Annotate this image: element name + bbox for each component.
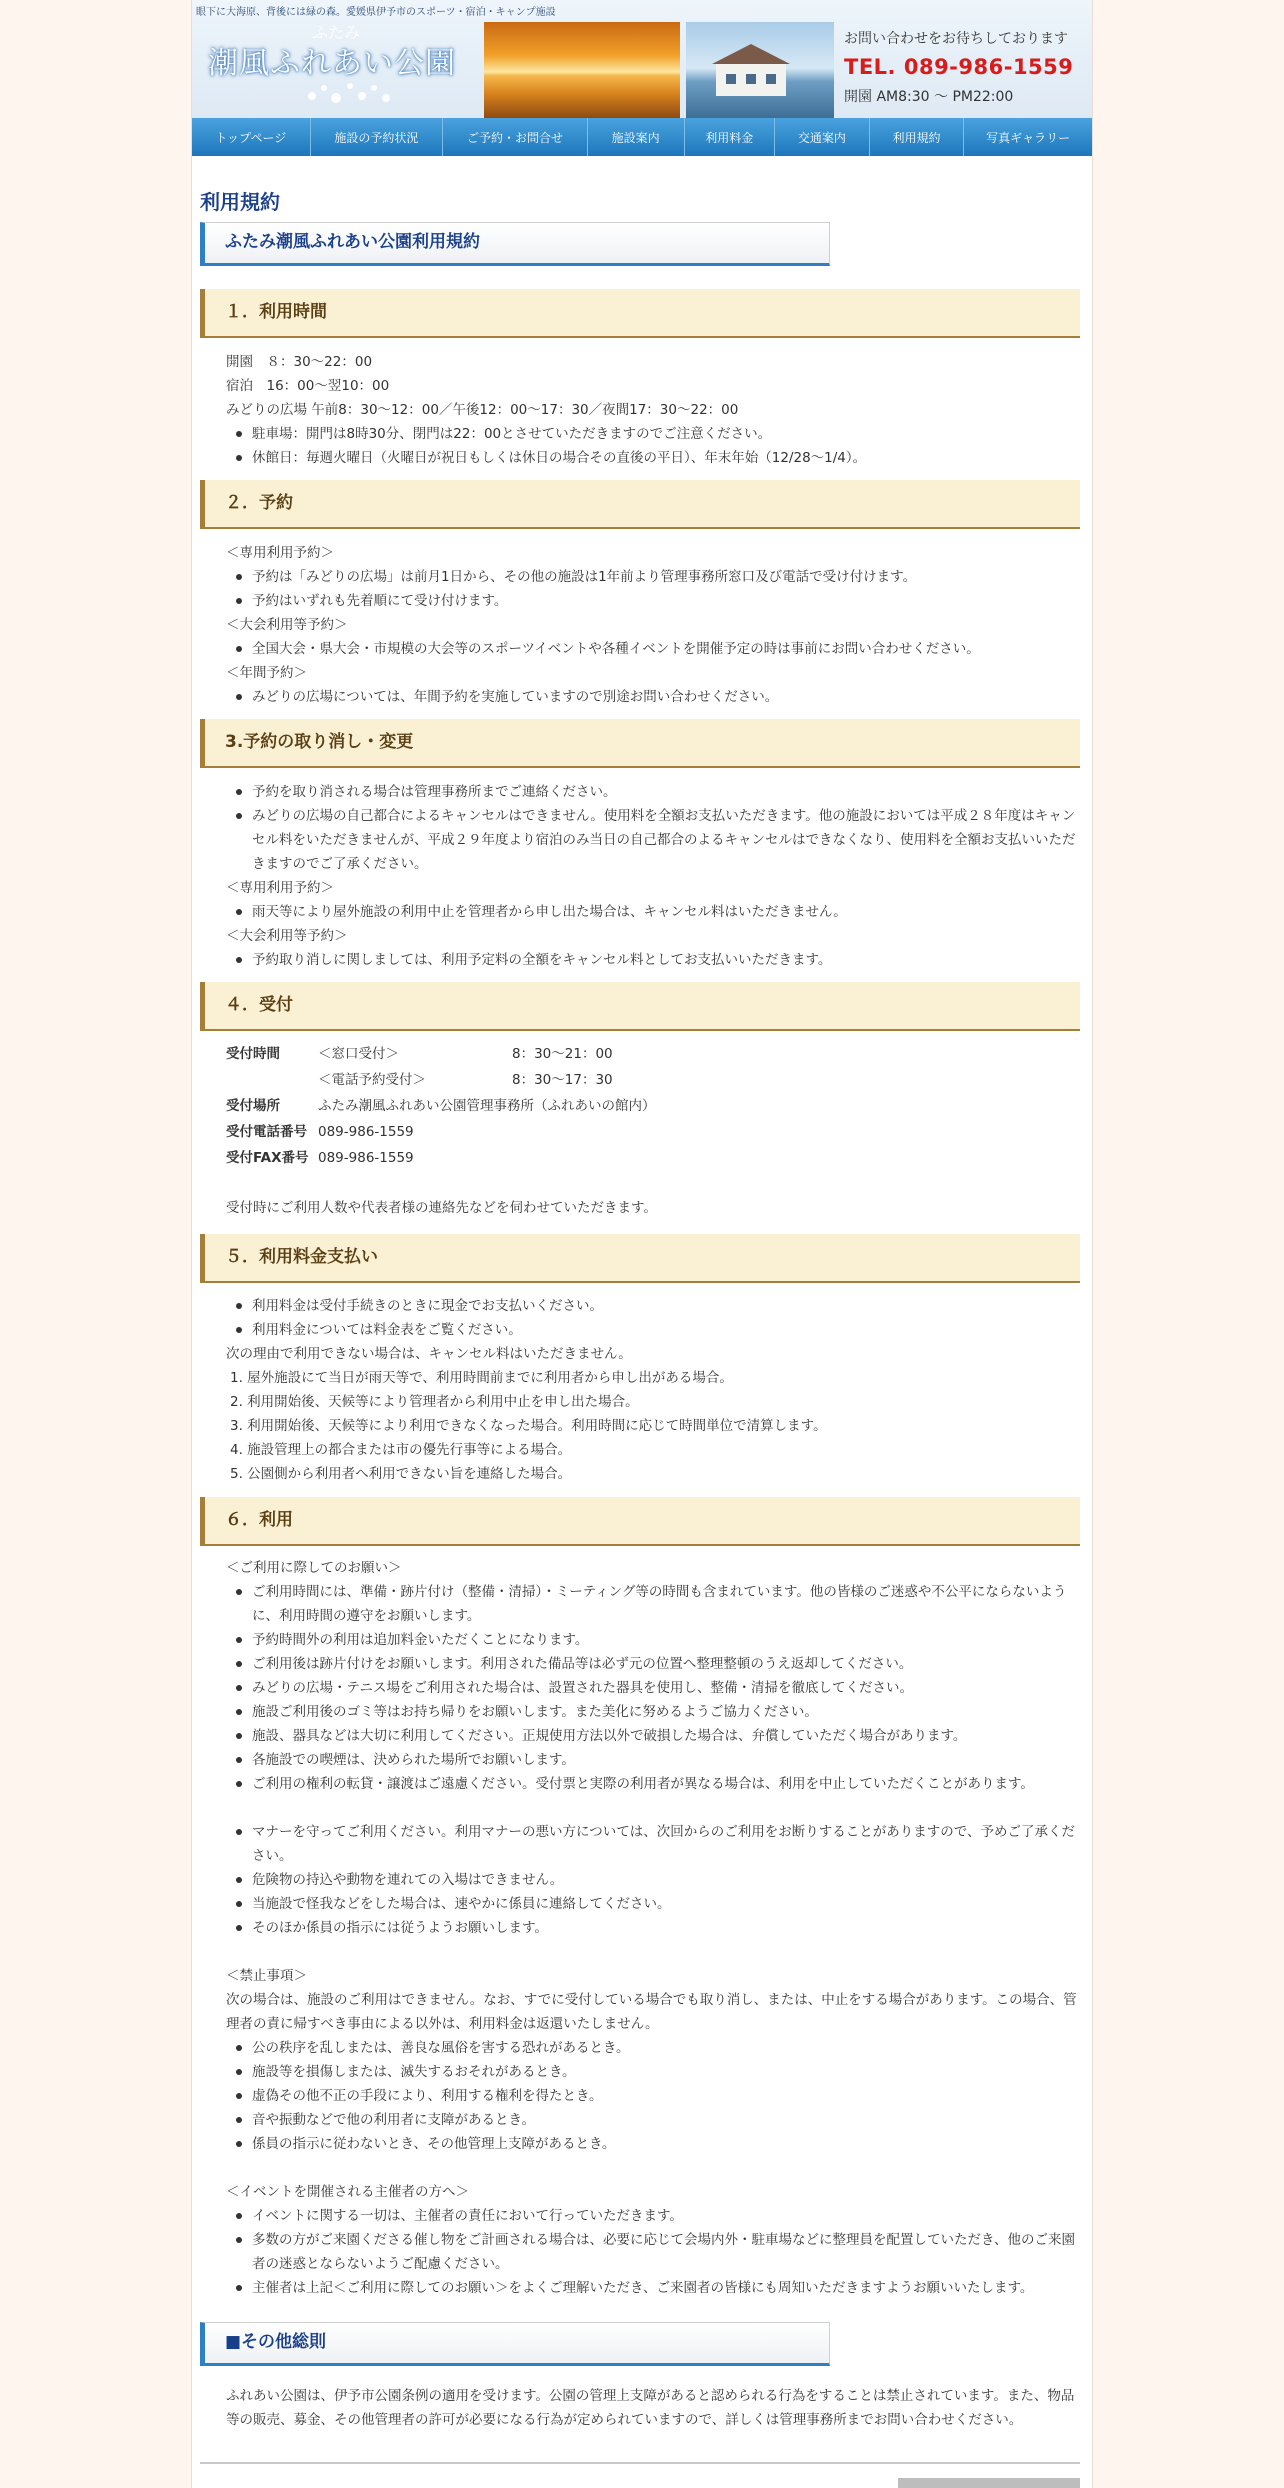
- window-reception-time: 8：30〜21：00: [512, 1046, 613, 1062]
- nav-gallery[interactable]: 写真ギャラリー: [986, 130, 1071, 145]
- logo-subtitle: ふたみ: [312, 23, 361, 42]
- contact-phone[interactable]: TEL. 089-986-1559: [844, 55, 1074, 79]
- numbered-item: 1. 屋外施設にて当日が雨天等で、利用時間前までに利用者から申し出がある場合。: [230, 1370, 733, 1386]
- list-item: マナーを守ってご利用ください。利用マナーの悪い方については、次回からのご利用をお断りすることがありますので、予めご了承ください。: [252, 1820, 1082, 1868]
- list-item: 施設ご利用後のゴミ等はお持ち帰りをお願いします。また美化に努めるようご協力ください。: [252, 1700, 818, 1724]
- reception-place-label: 受付場所: [226, 1098, 280, 1114]
- reception-tel-label: 受付電話番号: [226, 1124, 307, 1140]
- list-item: 予約はいずれも先着順にて受け付けます。: [252, 589, 507, 613]
- other-rules-text: ふれあい公園は、伊予市公園条例の適用を受けます。公園の管理上支障があると認められる行為をすることは禁止されています。また、物品等の販売、募金、その他管理者の許可が必要になる行為が定められていますので、詳しくは管理事務所までお問い合わせください。: [226, 2388, 1075, 2428]
- phone-reception-time: 8：30〜17：30: [512, 1072, 613, 1088]
- list-item: ご利用の権利の転貸・譲渡はご遠慮ください。受付票と実際の利用者が異なる場合は、利用を中止していただくことがあります。: [252, 1772, 1082, 1796]
- sub-heading: ＜大会利用等予約＞: [226, 617, 348, 633]
- site-header: [192, 0, 1092, 118]
- list-item: 予約を取り消される場合は管理事務所までご連絡ください。: [252, 780, 617, 804]
- contact-message: お問い合わせをお待ちしております: [844, 31, 1068, 47]
- section-heading: ４．受付: [200, 982, 1080, 1031]
- nav-top[interactable]: トップページ: [192, 118, 311, 156]
- list-item: 駐車場：開門は8時30分、閉門は22：00とさせていただきますのでご注意ください。: [252, 422, 771, 446]
- reception-fax: 089-986-1559: [318, 1150, 414, 1166]
- list-item: ご利用後は跡片付けをお願いします。利用された備品等は必ず元の位置へ整理整頓のうえ返却してください。: [252, 1652, 912, 1676]
- divider: [200, 2462, 1080, 2464]
- list-item: 音や振動などで他の利用者に支障があるとき。: [252, 2108, 535, 2132]
- list-item: みどりの広場・テニス場をご利用された場合は、設置された器具を使用し、整備・清掃を徹底してください。: [252, 1676, 913, 1700]
- list-item: 公の秩序を乱しまたは、善良な風俗を害する恐れがあるとき。: [252, 2036, 629, 2060]
- opening-hours: 開園 AM8:30 〜 PM22:00: [844, 89, 1014, 105]
- nav-facilities[interactable]: 施設案内: [588, 118, 685, 156]
- nav-access[interactable]: 交通案内: [775, 118, 870, 156]
- building-photo: [686, 22, 834, 118]
- list-item: 係員の指示に従わないとき、その他管理上支障があるとき。: [252, 2132, 615, 2156]
- text-paragraph: 次の場合は、施設のご利用はできません。なお、すでに受付している場合でも取り消し、または、中止をする場合があります。この場合、管理者の責に帰すべき事由による以外は、利用料金は返還いたしません。: [226, 1992, 1077, 2032]
- list-item: 予約時間外の利用は追加料金いただくことになります。: [252, 1628, 588, 1652]
- sub-heading: ＜専用利用予約＞: [226, 545, 334, 561]
- list-item: 当施設で怪我などをした場合は、速やかに係員に連絡してください。: [252, 1892, 671, 1916]
- list-item: 予約は「みどりの広場」は前月1日から、その他の施設は1年前より管理事務所窓口及び電話で受け付けます。: [252, 565, 916, 589]
- building-icon: [686, 22, 834, 118]
- text-line: 宿泊 16：00〜翌10：00: [226, 378, 390, 394]
- nav-terms[interactable]: 利用規約: [870, 118, 965, 156]
- sub-heading: ＜年間予約＞: [226, 665, 307, 681]
- reception-tel: 089-986-1559: [318, 1124, 414, 1140]
- list-item: 施設、器具などは大切に利用してください。正規使用方法以外で破損した場合は、弁償していただく場合があります。: [252, 1724, 966, 1748]
- reception-fax-label: 受付FAX番号: [226, 1150, 309, 1166]
- reception-place: ふたみ潮風ふれあい公園管理事務所（ふれあいの館内）: [318, 1098, 656, 1114]
- list-item: 危険物の持込や動物を連れての入場はできません。: [252, 1868, 563, 1892]
- other-rules-heading: ■その他総則: [200, 2322, 830, 2366]
- page-top-button[interactable]: [898, 2478, 1080, 2488]
- list-item: 予約取り消しに関しましては、利用予定料の全額をキャンセル料としてお支払いいただきます。: [252, 948, 831, 972]
- text-line: みどりの広場 午前8：30〜12：00／午後12：00〜17：30／夜間17：30〜22：00: [226, 402, 739, 418]
- text-line: 次の理由で利用できない場合は、キャンセル料はいただきません。: [226, 1346, 632, 1362]
- section-heading: ２．予約: [200, 480, 1080, 529]
- list-item: 利用料金は受付手続きのときに現金でお支払いください。: [252, 1294, 603, 1318]
- section-heading: 3.予約の取り消し・変更: [200, 719, 1080, 768]
- list-item: イベントに関する一切は、主催者の責任において行っていただきます。: [252, 2204, 683, 2228]
- phone-reception-label: ＜電話予約受付＞: [318, 1072, 426, 1088]
- main-nav: [192, 118, 1092, 156]
- numbered-item: 3. 利用開始後、天候等により利用できなくなった場合。利用時間に応じて時間単位で清算します。: [230, 1418, 827, 1434]
- list-item: 各施設での喫煙は、決められた場所でお願いします。: [252, 1748, 575, 1772]
- nav-fees[interactable]: 利用料金: [685, 118, 776, 156]
- list-item: 全国大会・県大会・市規模の大会等のスポーツイベントや各種イベントを開催予定の時は事前にお問い合わせください。: [252, 637, 980, 661]
- section-heading: １．利用時間: [200, 289, 1080, 338]
- nav-reservation-status[interactable]: 施設の予約状況: [311, 118, 444, 156]
- sub-heading: ＜専用利用予約＞: [226, 880, 334, 896]
- numbered-item: 5. 公園側から利用者へ利用できない旨を連絡した場合。: [230, 1466, 572, 1482]
- page-title: 利用規約: [200, 190, 280, 214]
- list-item: みどりの広場の自己都合によるキャンセルはできません。使用料を全額お支払いただきます。他の施設においては平成２８年度はキャンセル料をいただきませんが、平成２９年度より宿泊のみ当日の自己都合のよるキャンセルはできなくなり、使用料を全額お支払いいただきますのでご了承ください。: [252, 804, 1082, 876]
- logo-title: 潮風ふれあい公園: [208, 46, 456, 81]
- list-item: 利用料金については料金表をご覧ください。: [252, 1318, 522, 1342]
- text-line: 受付時にご利用人数や代表者様の連絡先などを伺わせていただきます。: [226, 1200, 657, 1216]
- numbered-item: 4. 施設管理上の都合または市の優先行事等による場合。: [230, 1442, 572, 1458]
- sub-heading: ＜イベントを開催される主催者の方へ＞: [226, 2184, 469, 2200]
- list-item: 施設等を損傷しまたは、滅失するおそれがあるとき。: [252, 2060, 575, 2084]
- text-line: 開園 ８：30〜22：00: [226, 354, 373, 370]
- section-heading: ５．利用料金支払い: [200, 1234, 1080, 1283]
- list-item: 主催者は上記＜ご利用に際してのお願い＞をよくご理解いただき、ご来園者の皆様にも周知いただきますようお願いいたします。: [252, 2276, 1082, 2300]
- nav-contact[interactable]: ご予約・お問合せ: [443, 118, 588, 156]
- section-heading: ６．利用: [200, 1497, 1080, 1546]
- page-frame: [191, 0, 1093, 2488]
- tagline: 眼下に大海原、背後には緑の森。愛媛県伊予市のスポーツ・宿泊・キャンプ施設: [196, 7, 556, 18]
- sunset-photo: [484, 22, 680, 118]
- list-item: 多数の方がご来園くださる催し物をご計画される場合は、必要に応じて会場内外・駐車場などに整理員を配置していただき、他のご来園者の迷惑とならないようご配慮ください。: [252, 2228, 1082, 2276]
- page-subtitle: ふたみ潮風ふれあい公園利用規約: [200, 222, 830, 266]
- list-item: そのほか係員の指示には従うようお願いします。: [252, 1916, 548, 1940]
- list-item: 休館日：毎週火曜日（火曜日が祝日もしくは休日の場合その直後の平日）、年末年始（12/28〜1/4）。: [252, 446, 866, 470]
- list-item: ご利用時間には、準備・跡片付け（整備・清掃）・ミーティング等の時間も含まれています。他の皆様のご迷惑や不公平にならないように、利用時間の遵守をお願いします。: [252, 1580, 1082, 1628]
- list-item: 雨天等により屋外施設の利用中止を管理者から申し出た場合は、キャンセル料はいただきません。: [252, 900, 847, 924]
- sub-heading: ＜ご利用に際してのお願い＞: [226, 1560, 402, 1576]
- list-item: みどりの広場については、年間予約を実施していますので別途お問い合わせください。: [252, 685, 778, 709]
- sub-heading: ＜禁止事項＞: [226, 1968, 307, 1984]
- list-item: 虚偽その他不正の手段により、利用する権利を得たとき。: [252, 2084, 602, 2108]
- numbered-item: 2. 利用開始後、天候等により管理者から利用中止を申し出た場合。: [230, 1394, 639, 1410]
- site-logo[interactable]: [202, 18, 460, 110]
- window-reception-label: ＜窓口受付＞: [318, 1046, 399, 1062]
- logo-decoration-icon: [302, 78, 402, 108]
- sub-heading: ＜大会利用等予約＞: [226, 928, 348, 944]
- reception-time-label: 受付時間: [226, 1046, 280, 1062]
